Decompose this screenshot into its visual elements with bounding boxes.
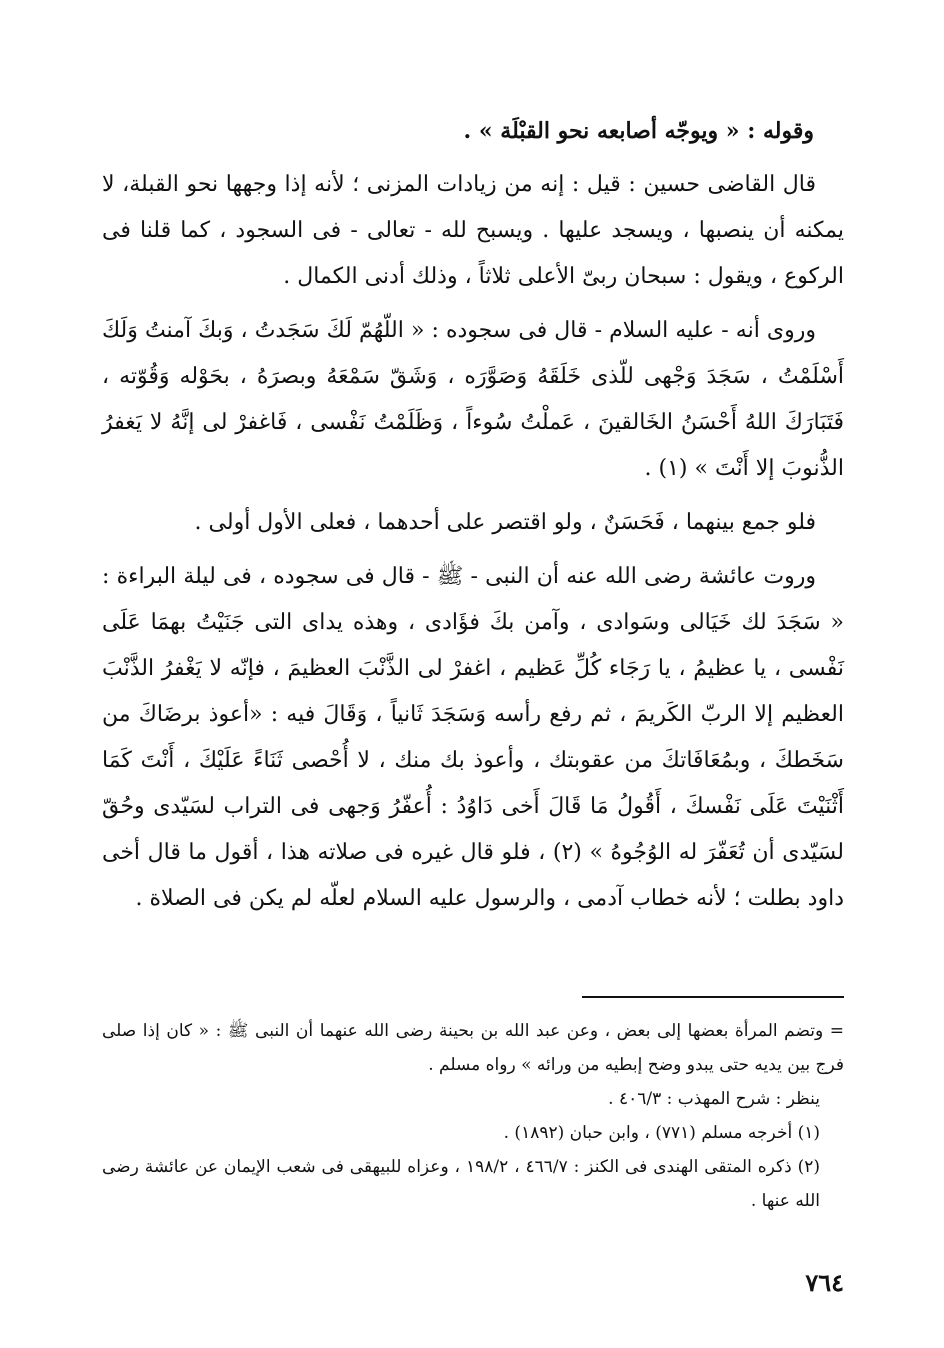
paragraph-sujud-dua: وروى أنه - عليه السلام - قال فى سجوده : « اللّهُمّ لَكَ سَجَدتُ ، وَبكَ آمنتُ وَلَكَ أَسْلَمْتُ ، سَجَدَ وَجْهى للّذى خَلَقَهُ وَصَوَّرَه ، وَشَقّ سَمْعَهُ وبصرَهُ ، بحَوْله وَقُوّته ، فَتَبَارَكَ اللهُ أَحْسَنُ الخَالقينَ ، عَملْتُ سُوءاً ، وَظَلَمْتُ نَفْسى ، فَاغفرْ لى إنَّهُ لا يَغفرُ الذُّنوبَ إلا أَنْتَ » (١) . [102, 318, 844, 481]
paragraph-aisha-narration: وروت عائشة رضى الله عنه أن النبى - ﷺ - قال فى سجوده ، فى ليلة البراءة : « سَجَدَ لك خَيَالى وسَوادى ، وآمن بكَ فؤَادى ، وهذه يداى التى جَنَيْتُ بهمَا عَلَى نَفْسى ، يا عظيمُ ، يا رَجَاء كُلِّ عَظيم ، اغفرْ لى الذَّنْبَ العظيمَ ، فإنّه لا يَغْفرُ الذَّنْبَ العظيم إلا الربّ الكَريمَ ، ثم رفع رأسه وَسَجَدَ ثَانياً ، وَقَالَ فيه : «أعوذ برضَاكَ من سَخَطكَ ، وبمُعَافَاتكَ من عقوبتك ، وأعوذ بك منك ، لا أُحْصى ثَنَاءً عَلَيْكَ ، أَنْتَ كَمَا أَثْنَيْتَ عَلَى نَفْسكَ ، أَقُولُ مَا قَالَ أَخى دَاوُدُ : أُعفّرُ وَجهى فى التراب لسَيّدى وحُقّ لسَيّدى أن تُعَفّرَ له الوُجُوهُ » (٢) ، فلو قال غيره فى صلاته هذا ، أقول ما قال أخى داود بطلت ؛ لأنه خطاب آدمى ، والرسول عليه السلام لعلّه لم يكن فى الصلاة . [102, 564, 844, 911]
main-text [102, 108, 844, 922]
footnote-reference: ينظر : شرح المهذب : ٤٠٦/٣ . [608, 1089, 820, 1109]
footnote-2: (٢) ذكره المتقى الهندى فى الكنز : ٤٦٦/٧ ، ١٩٨/٢ ، وعزاه للبيهقى فى شعب الإيمان عن عائشة رضى الله عنها . [102, 1157, 821, 1211]
page-number: ٧٦٤ [805, 1268, 844, 1297]
footnote-separator [582, 996, 844, 998]
section-heading: وقوله : « ويوجّه أصابعه نحو القبْلَة » . [463, 118, 814, 144]
paragraph-qadi-husayn: قال القاضى حسين : قيل : إنه من زيادات المزنى ؛ لأنه إذا وجهها نحو القبلة، لا يمكنه أن ينصبها ، ويسجد عليها . ويسبح لله - تعالى - فى السجود ، كما قلنا فى الركوع ، ويقول : سبحان ربىّ الأعلى ثلاثاً ، وذلك أدنى الكمال . [102, 172, 844, 289]
paragraph-combine: فلو جمع بينهما ، فَحَسَنٌ ، ولو اقتصر على أحدهما ، فعلى الأول أولى . [194, 510, 816, 535]
footnotes [102, 1014, 844, 1218]
footnote-1: (١) أخرجه مسلم (٧٧١) ، وابن حبان (١٨٩٢) . [503, 1123, 820, 1143]
footnote-continuation: = وتضم المرأة بعضها إلى بعض ، وعن عبد الله بن بحينة رضى الله عنهما أن النبى ﷺ : « كان إذا صلى فرج بين يديه حتى يبدو وضح إبطيه من ورائه » رواه مسلم . [102, 1021, 844, 1075]
